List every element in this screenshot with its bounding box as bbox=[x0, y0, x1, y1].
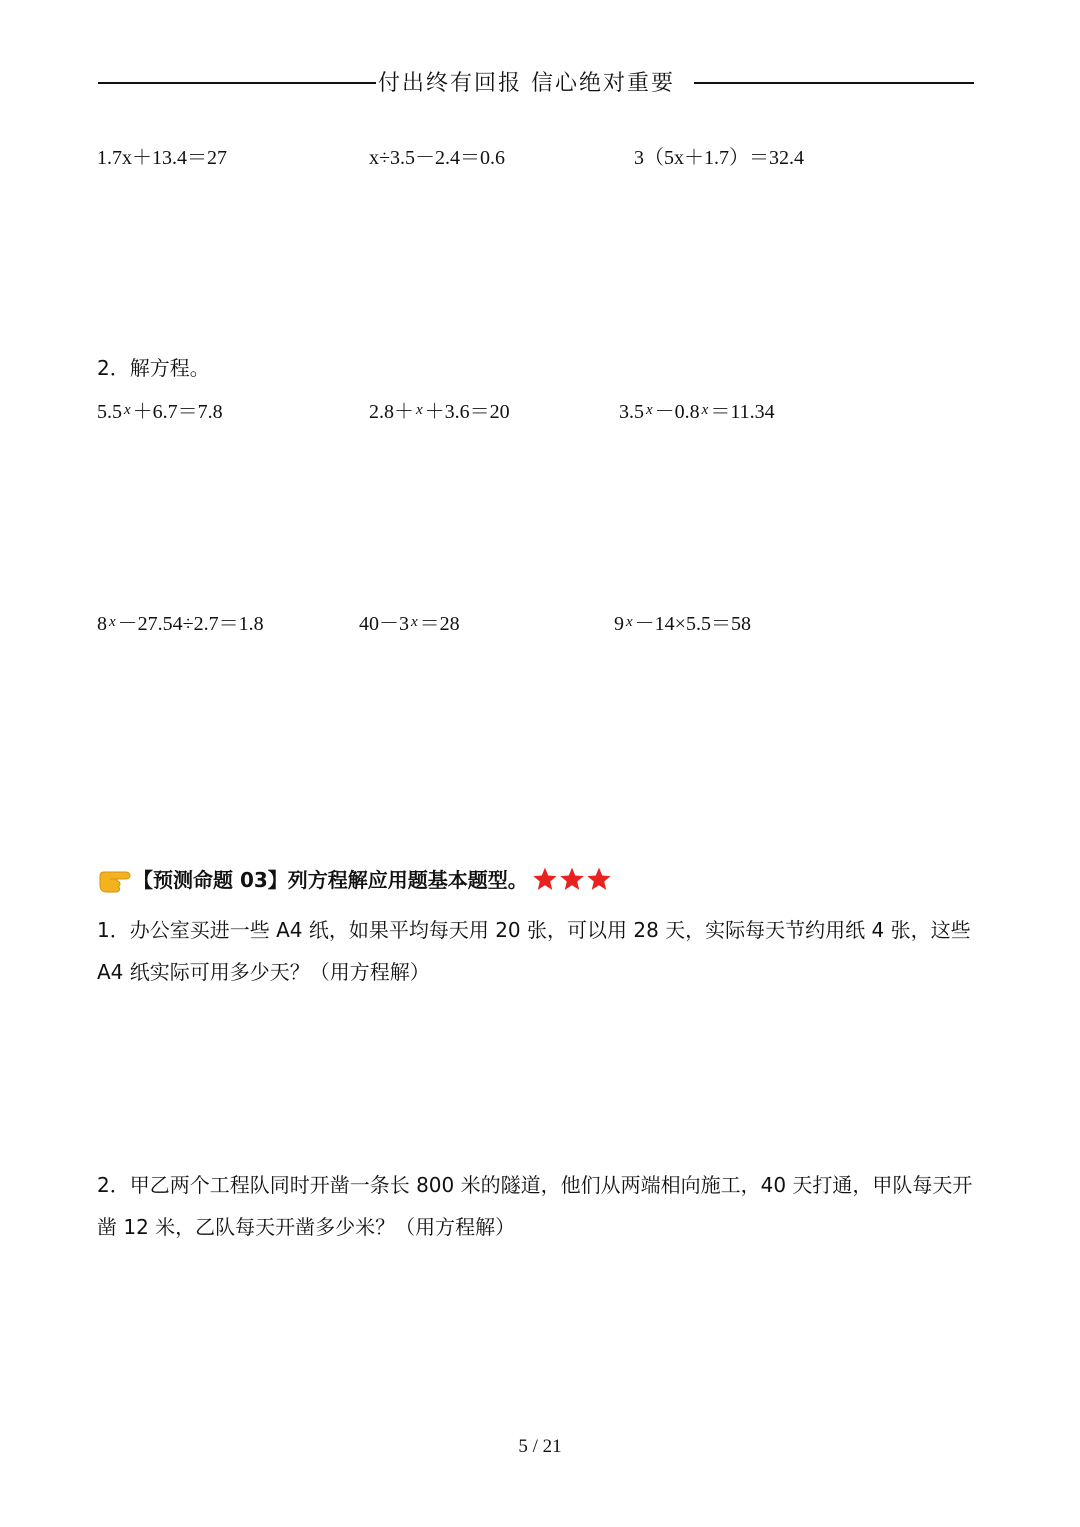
difficulty-stars bbox=[532, 866, 613, 892]
equation-row1-1: 5.5 $^x$ ＋6.7＝7.8 bbox=[97, 401, 223, 423]
equation-row2-3: 9 $^x$ －14×5.5＝58 bbox=[614, 613, 751, 635]
header-rule-right bbox=[694, 82, 974, 84]
equation-row1-2: 2.8＋ $^x$ ＋3.6＝20 bbox=[369, 401, 510, 423]
word-problem-1: 1．办公室买进一些 A4 纸，如果平均每天用 20 张，可以用 28 天，实际每天节约用纸 4 张，这些 A4 纸实际可用多少天？（用方程解） bbox=[97, 918, 971, 984]
header-rule-left bbox=[98, 82, 380, 84]
star-icon bbox=[532, 866, 558, 892]
star-icon bbox=[586, 866, 612, 892]
section-3-title-row bbox=[97, 864, 613, 893]
equation-2: x÷3.5－2.4＝0.6 bbox=[369, 147, 505, 169]
section-3-title: 【预测命题 03】列方程解应用题基本题型。 bbox=[133, 868, 528, 892]
word-problem-2: 2．甲乙两个工程队同时开凿一条长 800 米的隧道，他们从两端相向施工，40 天打通，甲队每天开凿 12 米，乙队每天开凿多少米？（用方程解） bbox=[97, 1173, 973, 1239]
equation-row2-2: 40－3 $^x$ ＝28 bbox=[359, 613, 460, 635]
equation-row1-3: 3.5 $^x$ －0.8 $^x$ ＝11.34 bbox=[619, 401, 775, 423]
star-icon bbox=[559, 866, 585, 892]
section-2-heading: 2．解方程。 bbox=[97, 356, 210, 380]
header-motto: 付出终有回报 信心绝对重要 bbox=[376, 66, 677, 97]
equation-row2-1: 8 $^x$ －27.54÷2.7＝1.8 bbox=[97, 613, 264, 635]
equation-1: 1.7x＋13.4＝27 bbox=[97, 147, 227, 169]
equation-3: 3（5x＋1.7）＝32.4 bbox=[634, 147, 804, 169]
pointing-hand-icon bbox=[97, 865, 131, 893]
page-number: 5 / 21 bbox=[518, 1436, 562, 1457]
